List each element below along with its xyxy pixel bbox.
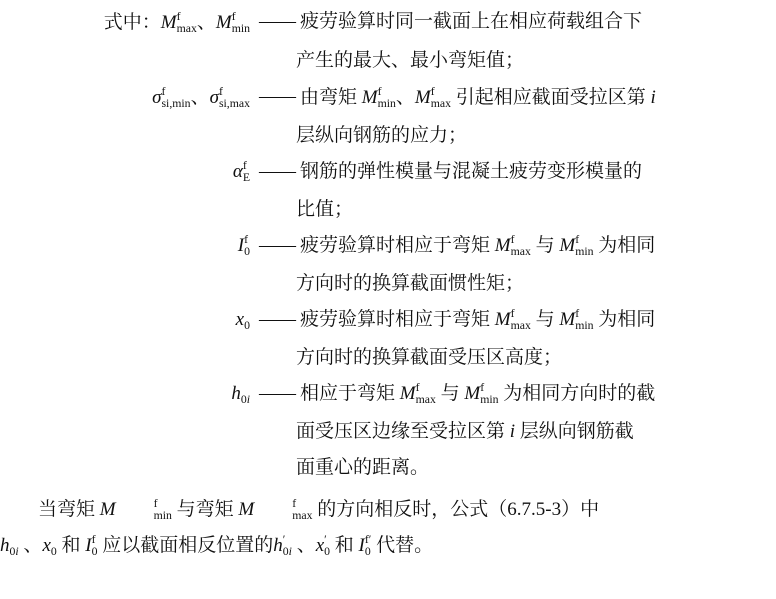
sep-2: 、 <box>190 86 210 108</box>
definition-row-sigma <box>0 79 776 116</box>
sup-f-15: f <box>153 496 158 510</box>
sub-min-3: min <box>575 244 594 258</box>
sub-si-min: si,min <box>161 96 191 110</box>
sub-zero-1: 0 <box>244 244 250 258</box>
sup-f-6: f <box>430 84 435 98</box>
sep-1: 、 <box>196 11 216 33</box>
sub-i-1: i <box>246 392 250 406</box>
sup-f-14: f <box>480 380 485 394</box>
sub-max-6: max <box>292 508 313 522</box>
sub-max-4: max <box>510 318 531 332</box>
sup-fprime: f′ <box>364 532 372 546</box>
dash-6: —— <box>259 383 295 404</box>
text-h0i-l2b: 层纵向钢筋截 <box>515 421 634 442</box>
text-same-dir-2: 为相同 <box>593 309 656 330</box>
desc-alpha-line2: 比值； <box>296 199 354 220</box>
text-cause: 引起相应截面受拉区第 <box>451 87 651 108</box>
sup-f-12: f <box>575 306 580 320</box>
sup-f-17: f <box>91 532 96 546</box>
sup-f-13: f <box>415 380 420 394</box>
sub-zero-4: 0 <box>9 544 16 558</box>
sup-f-3: f <box>161 84 166 98</box>
sub-zero-3: 0 <box>240 392 247 406</box>
sup-f-8: f <box>244 232 249 246</box>
closing-paragraph-line2: $h_{0i}$ 、$x_0$ 和 I f 0 应以截面相反位置的h ′ 0i 、x ′ 0 和 I f′ 0 代替。 <box>0 532 434 558</box>
definition-row-I0 <box>0 228 776 264</box>
sup-f-16: f <box>292 496 297 510</box>
sub-0i-2: 0i <box>282 544 292 558</box>
sub-i-2: i <box>15 544 19 558</box>
sub-max-2: max <box>430 96 452 110</box>
desc-x0-line1: 疲劳验算时相应于弯矩 M f max 与 M f min 为相同 <box>300 306 656 332</box>
var-i-2: i <box>509 421 516 442</box>
desc-I0-line2: 方向时的换算截面惯性矩； <box>296 273 525 294</box>
prime-1: ′ <box>282 532 286 546</box>
text-and-2: 与 <box>530 309 560 330</box>
text-fatigue-2: 疲劳验算时相应于弯矩 <box>300 309 495 330</box>
sup-f-10: f <box>575 232 580 246</box>
definition-row-M <box>0 4 776 41</box>
sub-max-1: max <box>176 21 197 35</box>
closing-paragraph-line1: 当弯矩 M f min 与弯矩 M f max 的方向相反时，公式（6.7.5-3）中 <box>38 496 600 522</box>
sub-zero-6: 0 <box>91 544 98 558</box>
sup-f-7: f <box>242 158 247 172</box>
text-h0i-l2a: 面受压区边缘至受拉区第 <box>296 421 510 442</box>
text-and-1: 与 <box>530 235 560 256</box>
sub-min-2: min <box>377 96 396 110</box>
sub-si-max: si,max <box>218 96 250 110</box>
text-and-3: 与 <box>435 383 465 404</box>
symbol-sigma-si: σ f si,min 、σ f si,max <box>152 84 250 110</box>
desc-h0i-line1: 相应于弯矩 M f max 与 M f min 为相同方向时的截 <box>300 380 656 406</box>
dash-4: —— <box>259 235 295 256</box>
document-page <box>0 4 776 599</box>
sub-E: E <box>242 170 250 184</box>
desc-sigma-line2: 层纵向钢筋的应力； <box>296 125 468 146</box>
sup-f-4: f <box>218 84 223 98</box>
sub-min-6: min <box>153 508 172 522</box>
desc-sigma-line1: 由弯矩 M f min 、M f max 引起相应截面受拉区第 i <box>300 84 656 110</box>
closing-text-2c: 应以截面相反位置的 <box>97 535 274 556</box>
closing-text-2a: 、 <box>18 535 43 556</box>
prime-2: ′ <box>324 532 327 546</box>
closing-text-2d: 、 <box>291 535 316 556</box>
text-same-dir-1: 为相同 <box>593 235 656 256</box>
sup-f-2: f <box>231 9 236 23</box>
definition-row-h0i <box>0 376 776 412</box>
dash-1: —— <box>259 11 295 32</box>
sub-zero-7: 0 <box>324 544 331 558</box>
definition-row-x0 <box>0 302 776 338</box>
text-corresponding: 相应于弯矩 <box>300 383 400 404</box>
desc-alpha-line1: 钢筋的弹性模量与混凝土疲劳变形模量的 <box>300 161 643 182</box>
var-i-1: i <box>650 87 656 108</box>
desc-h0i-line2 <box>296 414 776 450</box>
sub-min-5: min <box>480 392 499 406</box>
sup-f-9: f <box>510 232 515 246</box>
desc-M-line2: 产生的最大、最小弯矩值； <box>296 50 525 71</box>
symbol-M-max-min: 式中：M f max 、M f min <box>103 9 250 35</box>
sub-zero-5: 0 <box>50 544 57 558</box>
sub-max-5: max <box>415 392 436 406</box>
closing-text-2f: 代替。 <box>371 535 434 556</box>
dash-5: —— <box>259 309 295 330</box>
sup-f-11: f <box>510 306 515 320</box>
desc-I0-line1: 疲劳验算时相应于弯矩 M f max 与 M f min 为相同 <box>300 232 656 258</box>
definition-row-alpha <box>0 154 776 190</box>
symbol-I0: I f 0 <box>237 232 250 258</box>
dash-3: —— <box>259 161 295 182</box>
symbol-alpha-E: α f E <box>232 158 250 184</box>
closing-text-c: 的方向相反时，公式（6.7.5-3）中 <box>312 499 600 520</box>
sub-min-4: min <box>575 318 594 332</box>
desc-h0i-line3: 面重心的距离。 <box>296 457 430 478</box>
sup-f-1: f <box>176 9 181 23</box>
sub-zero-2: 0 <box>244 318 250 332</box>
symbol-x0: $x_0$ <box>235 309 250 332</box>
closing-text-a: 当弯矩 <box>38 499 100 520</box>
closing-text-2b: 和 <box>56 535 86 556</box>
sub-zero-8: 0 <box>364 544 371 558</box>
sub-min-1: min <box>231 21 250 35</box>
sep-3: 、 <box>395 86 415 108</box>
definition-list <box>0 4 776 486</box>
text-fatigue-1: 疲劳验算时相应于弯矩 <box>300 235 495 256</box>
symbol-h0i: $h_{0i}$ <box>231 383 250 406</box>
text-by-moment: 由弯矩 <box>300 87 362 108</box>
sup-f-5: f <box>377 84 382 98</box>
closing-text-2e: 和 <box>330 535 359 556</box>
desc-x0-line2: 方向时的换算截面受压区高度； <box>296 347 563 368</box>
sub-max-3: max <box>510 244 531 258</box>
desc-M-line1: 疲劳验算时同一截面上在相应荷载组合下 <box>300 11 643 32</box>
text-same-dir-3: 为相同方向时的截 <box>498 383 656 404</box>
lead-label: 式中： <box>103 12 161 33</box>
closing-text-b: 与弯矩 <box>171 499 239 520</box>
dash-2: —— <box>259 86 295 107</box>
